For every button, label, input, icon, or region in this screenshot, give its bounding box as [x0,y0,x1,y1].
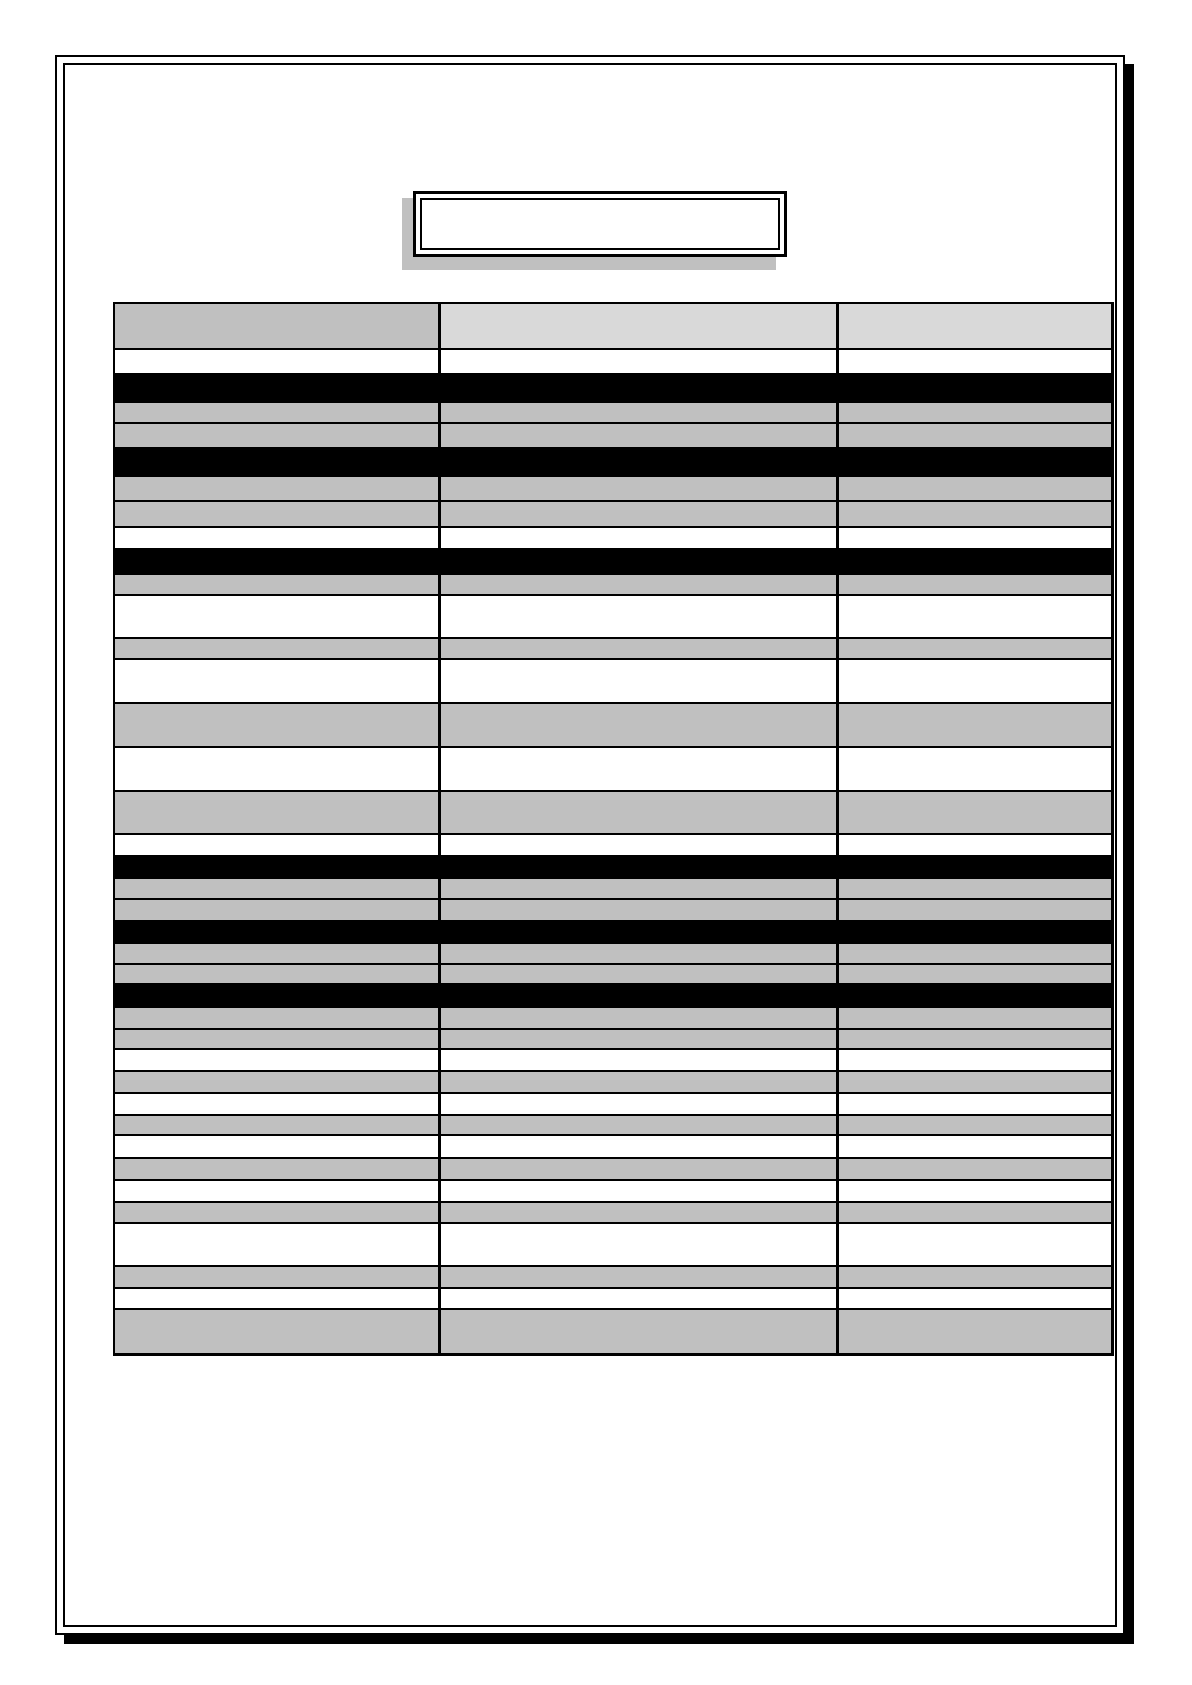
table-row [114,747,1112,791]
table-cell [114,703,439,747]
table-cell [114,549,439,574]
table-cell [114,1007,439,1029]
table-cell [439,638,837,659]
table-row [114,549,1112,574]
table-cell [114,1115,439,1135]
table-cell [837,374,1112,402]
table-row [114,1071,1112,1093]
table-cell [114,964,439,984]
table-cell [114,501,439,527]
table-cell [837,899,1112,921]
table-cell [439,1115,837,1135]
table-row [114,1049,1112,1071]
table-cell [837,1071,1112,1093]
table-cell [439,1180,837,1202]
table-cell [837,1135,1112,1158]
table-cell [114,595,439,638]
table-header-row [114,303,1112,349]
table-row [114,703,1112,747]
table-cell [439,527,837,549]
table-cell [439,1288,837,1309]
table-header-cell-2 [439,303,837,349]
table-cell [439,943,837,964]
table-row [114,501,1112,527]
table-body [114,349,1112,1354]
table-row [114,476,1112,501]
table-cell [114,638,439,659]
table-cell [114,1049,439,1071]
table-cell [114,984,439,1007]
table-cell [439,402,837,423]
table-cell [114,1135,439,1158]
table-row [114,402,1112,423]
table-cell [837,1180,1112,1202]
title-box [413,191,787,257]
table-cell [114,1223,439,1266]
table-cell [439,856,837,878]
table-cell [114,476,439,501]
table-cell [439,984,837,1007]
table-cell [837,703,1112,747]
table-row [114,964,1112,984]
table-cell [837,448,1112,476]
table-row [114,1158,1112,1180]
table-cell [114,659,439,703]
table-cell [439,1049,837,1071]
table-cell [837,984,1112,1007]
table-row [114,878,1112,899]
table-cell [837,1093,1112,1115]
table-cell [439,834,837,856]
table-row [114,1266,1112,1288]
table-cell [114,1266,439,1288]
table-cell [439,501,837,527]
table-cell [439,374,837,402]
table-cell [114,423,439,448]
table-row [114,638,1112,659]
table-row [114,527,1112,549]
table-cell [837,1049,1112,1071]
table-cell [837,659,1112,703]
table-cell [439,476,837,501]
table-cell [114,878,439,899]
table-cell [837,402,1112,423]
table-cell [439,964,837,984]
table-cell [114,943,439,964]
table-cell [837,349,1112,374]
table-row [114,423,1112,448]
table-cell [837,1029,1112,1049]
table-row [114,374,1112,402]
table-row [114,1288,1112,1309]
table-cell [837,527,1112,549]
table-cell [114,899,439,921]
table-cell [837,747,1112,791]
table-cell [114,374,439,402]
table-cell [439,791,837,834]
page-title [420,198,780,250]
table-cell [837,574,1112,595]
table-cell [837,501,1112,527]
table-row [114,1135,1112,1158]
table-row [114,1115,1112,1135]
table-cell [439,899,837,921]
table-row [114,349,1112,374]
table-cell [439,448,837,476]
table-row [114,856,1112,878]
table-cell [114,856,439,878]
table-cell [439,878,837,899]
table-cell [114,527,439,549]
table-row [114,448,1112,476]
table-cell [114,349,439,374]
table-cell [114,1071,439,1093]
table-cell [114,747,439,791]
table-cell [114,402,439,423]
table-cell [439,423,837,448]
table-cell [439,703,837,747]
data-table [113,302,1114,1356]
table-cell [114,834,439,856]
table-cell [114,574,439,595]
table-cell [837,1158,1112,1180]
table-row [114,574,1112,595]
table-row [114,921,1112,943]
table-cell [837,878,1112,899]
table-row [114,1202,1112,1223]
table-row [114,595,1112,638]
table-cell [439,659,837,703]
table-row [114,1007,1112,1029]
table-header-cell-1 [114,303,439,349]
table-cell [837,476,1112,501]
table-row [114,984,1112,1007]
table-cell [439,1223,837,1266]
table-row [114,659,1112,703]
table-cell [114,1288,439,1309]
table-cell [837,1007,1112,1029]
table-row [114,1029,1112,1049]
table-cell [439,595,837,638]
table-cell [114,1158,439,1180]
table-cell [439,1202,837,1223]
table-row [114,1223,1112,1266]
table-cell [837,1288,1112,1309]
table-cell [837,943,1112,964]
table-cell [439,747,837,791]
table-row [114,899,1112,921]
table-row [114,943,1112,964]
table-cell [114,791,439,834]
table-cell [837,791,1112,834]
table-cell [114,448,439,476]
table-cell [114,1309,439,1354]
table-cell [439,1309,837,1354]
table-row [114,1093,1112,1115]
table-row [114,1309,1112,1354]
table-cell [439,574,837,595]
table-cell [114,1180,439,1202]
table-row [114,834,1112,856]
table-cell [439,349,837,374]
table-cell [837,1115,1112,1135]
table-cell [837,595,1112,638]
table-cell [837,549,1112,574]
table-cell [439,1071,837,1093]
table-cell [114,1093,439,1115]
table-cell [837,1266,1112,1288]
table-cell [439,1093,837,1115]
table-cell [837,921,1112,943]
table-cell [114,1029,439,1049]
table-cell [114,921,439,943]
table-cell [837,1223,1112,1266]
table-cell [114,1202,439,1223]
table-cell [837,638,1112,659]
table-header-cell-3 [837,303,1112,349]
table-cell [439,1266,837,1288]
table-cell [837,1309,1112,1354]
table-cell [439,1158,837,1180]
table-cell [439,1135,837,1158]
table-row [114,1180,1112,1202]
table-cell [837,1202,1112,1223]
table-row [114,791,1112,834]
table-cell [439,549,837,574]
table-cell [439,1029,837,1049]
table-cell [439,1007,837,1029]
table-cell [837,856,1112,878]
table-cell [439,921,837,943]
table-cell [837,834,1112,856]
table-cell [837,423,1112,448]
table-cell [837,964,1112,984]
